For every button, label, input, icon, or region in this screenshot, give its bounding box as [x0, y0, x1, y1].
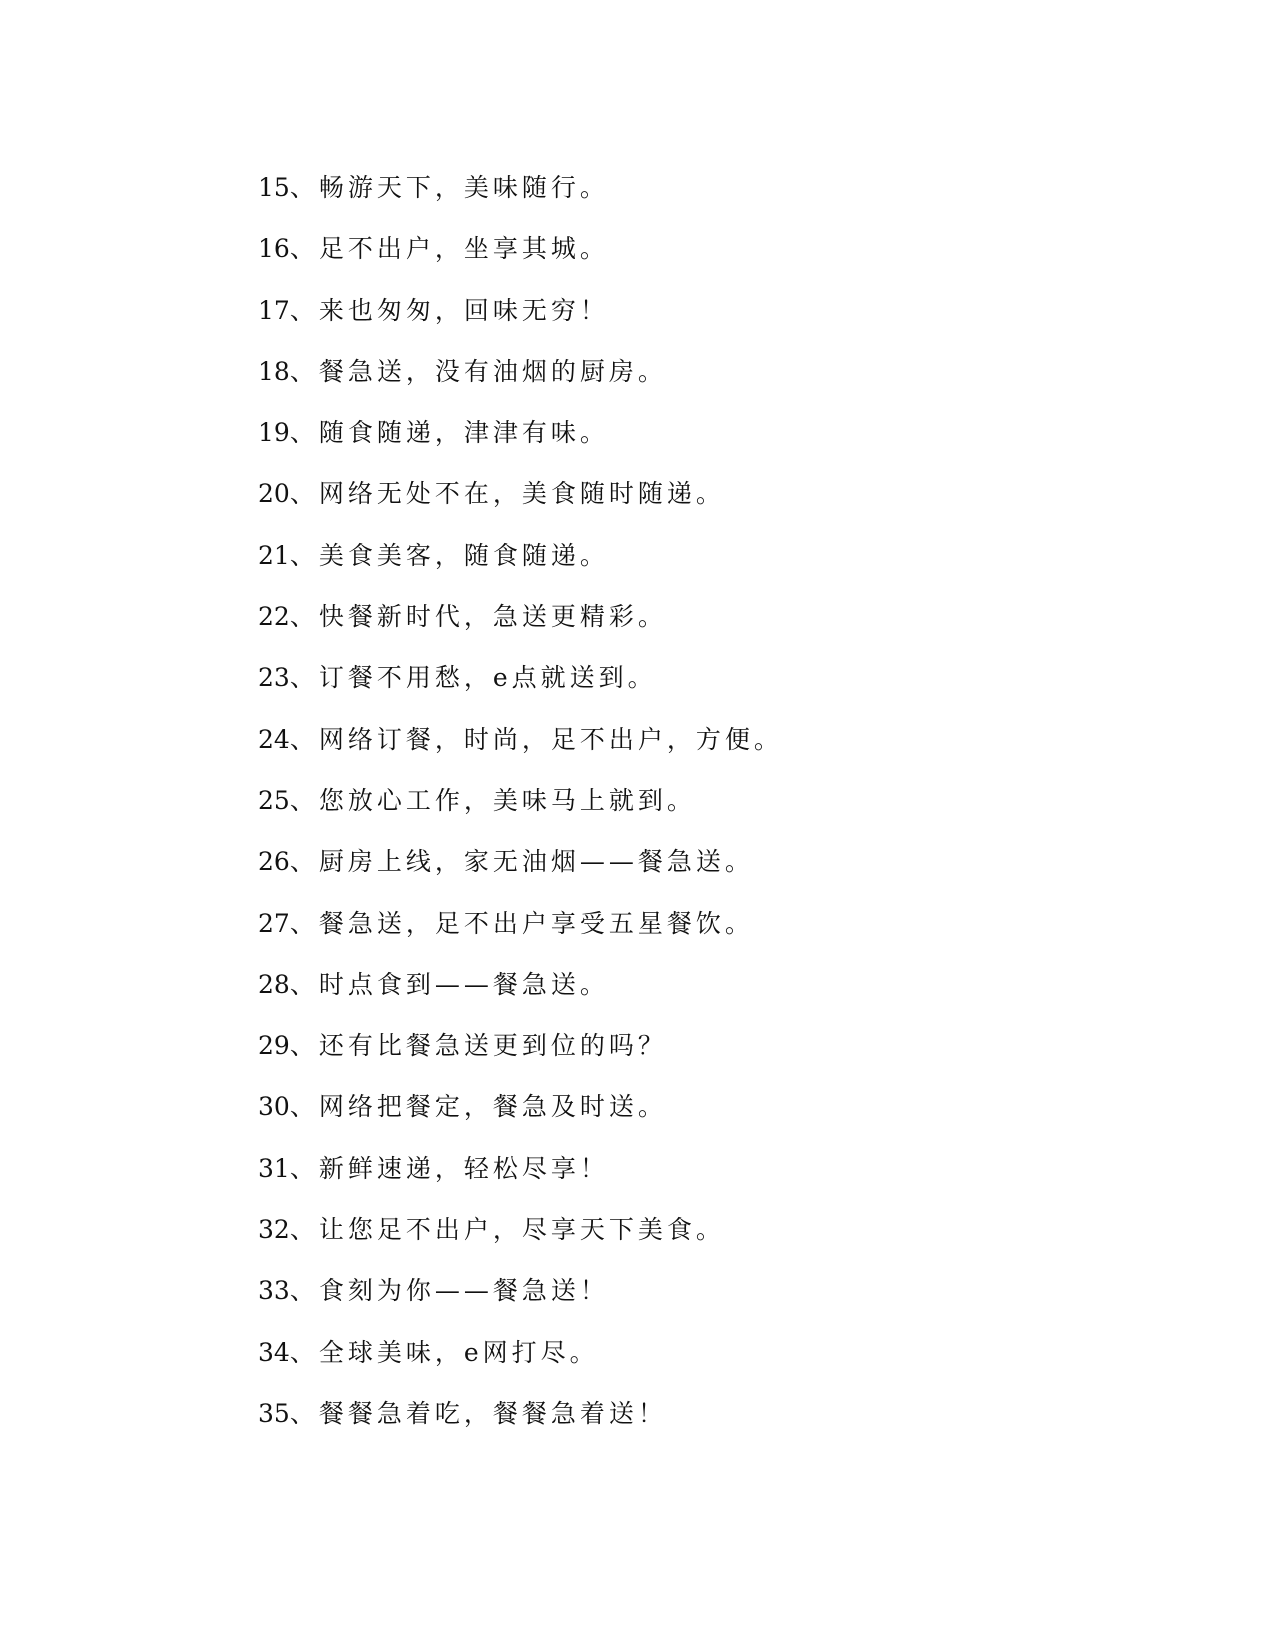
item-text: 、快餐新时代，急送更精彩。	[289, 602, 667, 632]
list-item	[258, 1271, 783, 1332]
item-text: 、食刻为你——餐急送！	[289, 1276, 609, 1306]
item-number: 28	[258, 969, 290, 999]
item-number: 20	[258, 479, 290, 509]
list-item	[258, 1333, 783, 1394]
item-text: 、时点食到——餐急送。	[289, 969, 609, 999]
item-text: 、来也匆匆，回味无穷！	[289, 295, 609, 325]
item-text: 、餐急送，没有油烟的厨房。	[289, 356, 667, 386]
item-number: 26	[258, 847, 290, 877]
item-number: 23	[258, 663, 290, 693]
item-number: 22	[258, 602, 290, 632]
list-item	[258, 291, 783, 352]
item-text: 、您放心工作，美味马上就到。	[289, 785, 696, 815]
item-number: 19	[258, 418, 290, 448]
list-item	[258, 1149, 783, 1210]
item-number: 31	[258, 1153, 290, 1183]
item-number: 33	[258, 1276, 290, 1306]
item-number: 24	[258, 724, 290, 754]
item-text: 、畅游天下，美味随行。	[289, 173, 609, 202]
item-number: 34	[258, 1337, 290, 1367]
list-item	[258, 781, 783, 842]
list-item	[258, 1026, 783, 1087]
item-text: 、让您足不出户，尽享天下美食。	[289, 1215, 725, 1245]
item-number: 30	[258, 1092, 290, 1122]
list-item	[258, 965, 783, 1026]
list-item	[258, 904, 783, 965]
item-number: 21	[258, 540, 290, 570]
list-item	[258, 597, 783, 658]
item-text: 、订餐不用愁，e点就送到。	[289, 663, 657, 693]
item-text: 、餐急送，足不出户享受五星餐饮。	[289, 908, 754, 938]
item-number: 29	[258, 1031, 290, 1061]
item-number: 35	[258, 1398, 290, 1428]
item-number: 16	[258, 234, 290, 264]
item-text: 、足不出户，坐享其城。	[289, 234, 609, 264]
item-text: 、还有比餐急送更到位的吗？	[289, 1031, 667, 1061]
item-number: 15	[258, 173, 290, 202]
list-item	[258, 1087, 783, 1148]
item-number: 27	[258, 908, 290, 938]
item-number: 18	[258, 356, 290, 386]
item-text: 、餐餐急着吃，餐餐急着送！	[289, 1398, 667, 1428]
list-item	[258, 536, 783, 597]
list-item	[258, 720, 783, 781]
item-text: 、网络无处不在，美食随时随递。	[289, 479, 725, 509]
list-item	[258, 229, 783, 290]
list-item	[258, 413, 783, 474]
item-number: 32	[258, 1215, 290, 1245]
slogan-list	[258, 168, 783, 1455]
list-item	[258, 168, 783, 229]
item-number: 17	[258, 295, 290, 325]
item-text: 、全球美味，e网打尽。	[289, 1337, 599, 1367]
list-item	[258, 1210, 783, 1271]
item-text: 、新鲜速递，轻松尽享！	[289, 1153, 609, 1183]
item-number: 25	[258, 785, 290, 815]
item-text: 、网络订餐，时尚，足不出户，方便。	[289, 724, 783, 754]
item-text: 、厨房上线，家无油烟——餐急送。	[289, 847, 754, 877]
item-text: 、美食美客，随食随递。	[289, 540, 609, 570]
item-text: 、随食随递，津津有味。	[289, 418, 609, 448]
list-item	[258, 658, 783, 719]
list-item	[258, 842, 783, 903]
item-text: 、网络把餐定，餐急及时送。	[289, 1092, 667, 1122]
list-item	[258, 474, 783, 535]
list-item	[258, 352, 783, 413]
list-item	[258, 1394, 783, 1455]
